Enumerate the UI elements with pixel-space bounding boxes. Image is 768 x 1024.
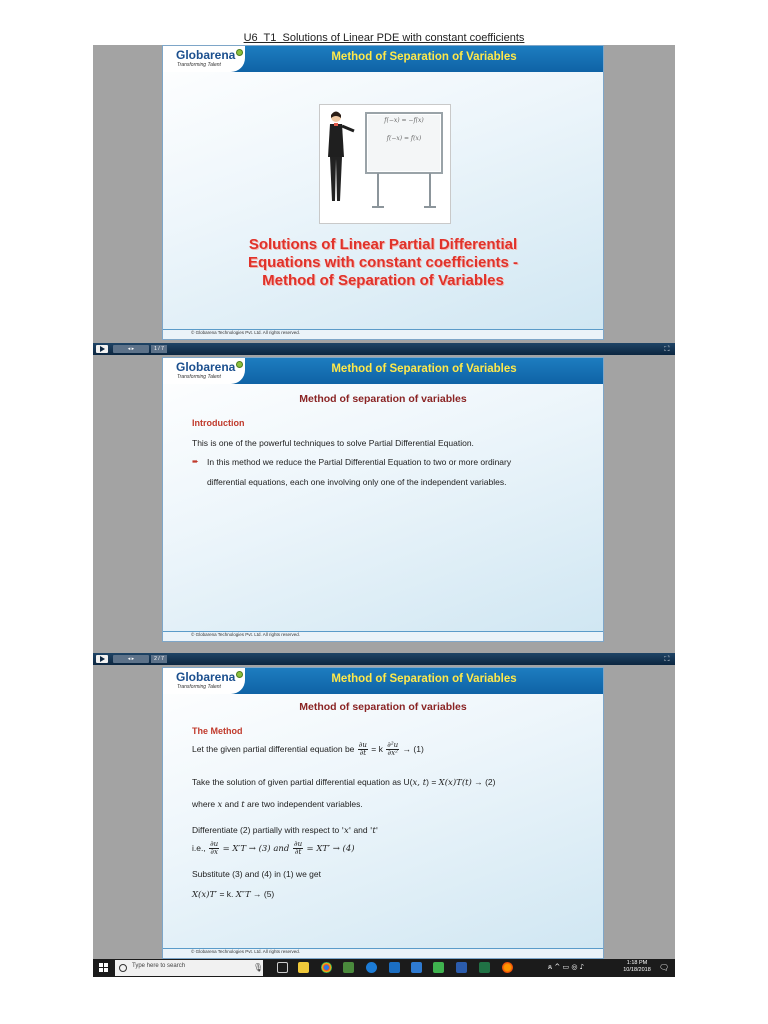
eq1-fraction-2: $\frac{\text{∂²u}}{\text{∂x²}}$ <box>387 741 399 757</box>
taskbar-clock[interactable] <box>620 960 654 974</box>
eq1-fraction-1: $\frac{\partial u}{\partial t}$ <box>358 741 367 757</box>
player-controls-1 <box>93 343 675 355</box>
l7-b: = k. <box>217 889 236 899</box>
brand-tagline: Transforming Talent <box>177 684 221 690</box>
player-controls-2 <box>93 653 675 665</box>
windows-start-icon[interactable] <box>99 963 109 973</box>
eq2-math: x, t <box>412 778 427 788</box>
teacher-illustration <box>319 104 451 224</box>
slide-footer <box>163 631 603 641</box>
l3-t: t <box>241 800 245 810</box>
variables-line <box>192 799 363 810</box>
system-tray-icons[interactable]: ጰ ^ ▭ ◎ ♪ <box>548 963 585 971</box>
slide-footer <box>163 948 603 958</box>
l5-ie: i.e., <box>192 842 209 853</box>
logo-dot-icon <box>236 49 243 56</box>
play-button[interactable] <box>96 345 108 353</box>
bullet-line-2: differential equations, each one involving only one of the independent variables. <box>207 477 507 487</box>
slide-1-title <box>163 236 603 290</box>
eq1-tail: → (1) <box>402 743 424 754</box>
differentiate-line <box>192 825 378 836</box>
title-line-1: Solutions of Linear Partial Differential <box>248 236 518 253</box>
slide-3-subtitle: Method of separation of variables <box>299 701 467 713</box>
brand-tagline: Transforming Talent <box>177 374 221 380</box>
logo-dot-icon <box>236 361 243 368</box>
section-the-method: The Method <box>192 726 243 736</box>
substitute-line: Substitute (3) and (4) in (1) we get <box>192 869 321 879</box>
brand-logo <box>163 46 245 72</box>
store-icon[interactable] <box>411 962 422 973</box>
slide-1 <box>162 45 604 340</box>
header-title: Method of Separation of Variables <box>331 51 517 63</box>
eq1-text: Let the given partial differential equation be <box>192 743 355 754</box>
slide-counter: 2 / 7 <box>151 655 167 663</box>
search-placeholder: Type here to search <box>132 963 186 969</box>
microphone-icon[interactable]: 🎙 <box>253 963 264 972</box>
l3-x: x <box>217 800 223 810</box>
excel-icon[interactable] <box>479 962 490 973</box>
board-equation-2: f(−x) = f(x) <box>386 135 422 142</box>
l3-b: and <box>222 799 242 809</box>
copyright-text: © Globarena Technologies Pvt. Ltd. All rights reserved. <box>191 330 301 335</box>
eq4: = XT′ → (4) <box>306 843 355 854</box>
slide-header <box>163 668 603 694</box>
l7-a: X(x)T′ <box>192 890 218 900</box>
l4-and: and <box>351 825 370 835</box>
equation-line-1 <box>192 742 424 757</box>
eq2-text: Take the solution of given partial differential equation as U( <box>192 777 413 787</box>
title-line-3: Method of Separation of Variables <box>262 272 504 289</box>
slide-2-subtitle: Method of separation of variables <box>299 393 467 405</box>
title-line-2: Equations with constant coefficients - <box>247 254 519 271</box>
l4-x: 'x' <box>341 826 352 836</box>
header-title: Method of Separation of Variables <box>331 363 517 375</box>
chrome-icon[interactable] <box>321 962 332 973</box>
copyright-text: © Globarena Technologies Pvt. Ltd. All rights reserved. <box>191 949 301 954</box>
outlook-icon[interactable] <box>389 962 400 973</box>
section-introduction: Introduction <box>192 418 245 428</box>
clock-time: 1:18 PM <box>626 960 648 966</box>
app-icon[interactable] <box>433 962 444 973</box>
brand-tagline: Transforming Talent <box>177 62 221 68</box>
document-title: U6 T1 Solutions of Linear PDE with constant coefficients <box>243 32 525 44</box>
slide-nav-buttons[interactable]: ◂ ▸ <box>113 655 149 663</box>
fullscreen-icon[interactable]: ⛶ <box>664 655 670 663</box>
brand-name: Globarena <box>176 670 236 684</box>
taskbar-search[interactable] <box>115 960 263 976</box>
play-button[interactable] <box>96 655 108 663</box>
firefox-icon[interactable] <box>502 962 513 973</box>
file-explorer-icon[interactable] <box>298 962 309 973</box>
task-view-icon[interactable] <box>277 962 288 973</box>
slide-header <box>163 358 603 384</box>
board-equation-1: f(−x) = −f(x) <box>384 117 424 124</box>
windows-taskbar <box>93 959 675 977</box>
l4-t: 't' <box>369 826 379 836</box>
l3-c: are two independent variables. <box>244 799 363 809</box>
brand-name: Globarena <box>176 360 236 374</box>
photos-icon[interactable] <box>343 962 354 973</box>
equation-line-5 <box>192 889 274 900</box>
slide-2 <box>162 357 604 642</box>
eq2-tail: → (2) <box>471 777 496 787</box>
l7-c: X″T <box>235 890 251 900</box>
l3-a: where <box>192 799 218 809</box>
eq2-mid: ) = <box>426 777 439 787</box>
l7-d: → (5) <box>250 889 275 899</box>
bullet-line-1: In this method we reduce the Partial Differential Equation to two or more ordinary <box>207 457 512 467</box>
logo-dot-icon <box>236 671 243 678</box>
brand-name: Globarena <box>176 48 236 62</box>
word-icon[interactable] <box>456 962 467 973</box>
header-title: Method of Separation of Variables <box>331 673 517 685</box>
eq3-fraction: $\frac{\partial u}{\partial x}$ <box>210 840 219 856</box>
brand-logo <box>163 668 245 694</box>
equation-line-3-4 <box>192 841 355 856</box>
fullscreen-icon[interactable]: ⛶ <box>664 345 670 353</box>
eq1-mid: = k <box>371 743 383 754</box>
slide-counter: 1 / 7 <box>151 345 167 353</box>
slide-3 <box>162 667 604 959</box>
edge-icon[interactable] <box>366 962 377 973</box>
eq3: = X′T → (3) and <box>222 843 293 854</box>
slide-footer <box>163 329 603 339</box>
slide-nav-buttons[interactable]: ◂ ▸ <box>113 345 149 353</box>
eq4-fraction: $\frac{\partial u}{\partial t}$ <box>294 840 303 856</box>
search-icon <box>119 964 127 972</box>
l4-text: Differentiate (2) partially with respect to <box>192 825 342 835</box>
equation-line-2 <box>192 777 496 788</box>
bullet-arrow-icon: ➨ <box>192 457 199 466</box>
intro-line: This is one of the powerful techniques to solve Partial Differential Equation. <box>192 438 474 448</box>
clock-date: 10/18/2018 <box>623 967 651 973</box>
notifications-icon[interactable]: 🗨 <box>659 963 670 972</box>
copyright-text: © Globarena Technologies Pvt. Ltd. All rights reserved. <box>191 632 301 637</box>
brand-logo <box>163 358 245 384</box>
eq2-math-2: X(x)T(t) <box>438 778 472 788</box>
slide-header <box>163 46 603 72</box>
